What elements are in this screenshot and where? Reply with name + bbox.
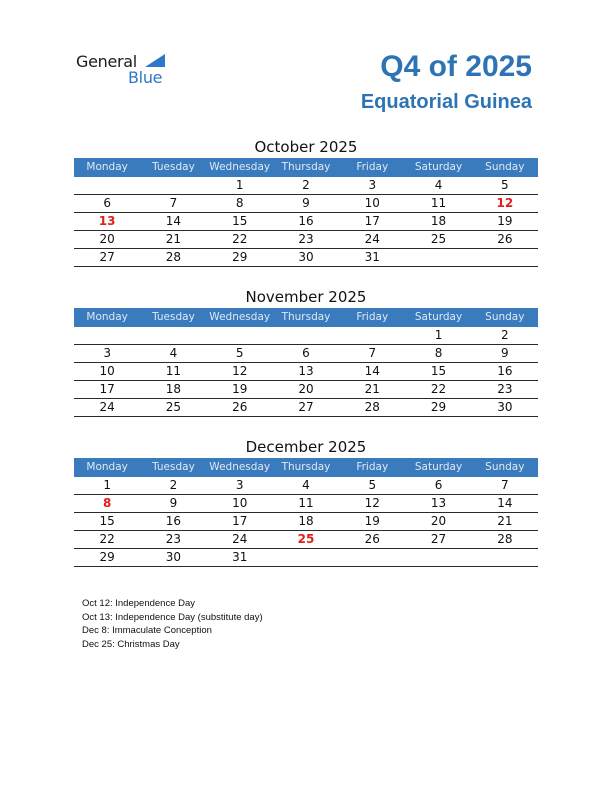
day-cell: 26 [364,532,380,546]
day-cell [74,327,140,344]
weekday-header [74,458,538,477]
day-cell: 7 [501,478,509,492]
generalblue-logo [76,52,176,88]
day-cell: 19 [232,382,248,396]
weekday-label: Saturday [414,161,463,173]
day-cell: 3 [368,178,377,192]
day-cell: 22 [99,532,115,546]
logo-word-blue: Blue [128,68,163,87]
day-cell [405,549,471,566]
day-cell: 19 [364,514,380,528]
day-cell: 17 [99,382,115,396]
day-cell [207,327,273,344]
day-cell: 15 [232,214,248,228]
weekday-label: Sunday [485,461,525,473]
day-cell: 21 [165,232,182,246]
weekday-label: Wednesday [209,461,271,473]
day-cell [472,249,538,266]
day-cell: 22 [232,232,248,246]
day-cell: 12 [496,196,514,210]
day-cell: 8 [434,346,443,360]
weekday-label: Friday [356,461,389,473]
month-title: December 2025 [245,438,367,456]
day-cell: 13 [98,214,116,228]
day-cell: 6 [103,196,111,210]
week-row [74,531,538,549]
day-cell: 12 [364,496,380,510]
weekday-label: Wednesday [209,311,271,323]
weekday-label: Saturday [414,461,463,473]
day-cell: 4 [169,346,178,360]
holiday-item: Oct 12: Independence Day [82,598,196,609]
day-cell: 27 [430,532,447,546]
day-cell: 4 [434,178,443,192]
day-cell: 29 [232,250,248,264]
weekday-label: Monday [86,461,128,473]
day-cell: 30 [165,550,182,564]
day-cell: 12 [232,364,248,378]
day-cell: 17 [232,514,248,528]
day-cell: 31 [364,250,380,264]
day-cell: 29 [430,400,447,414]
day-cell: 5 [235,346,244,360]
day-cell: 28 [364,400,380,414]
logo-flag-icon [145,54,165,67]
day-cell: 2 [302,178,310,192]
week-row [74,381,538,399]
weekday-label: Thursday [281,311,331,323]
weekday-label: Wednesday [209,161,271,173]
day-cell [472,549,538,566]
week-row [74,495,538,513]
day-cell: 6 [302,346,310,360]
month-december [74,437,538,567]
day-cell: 31 [232,550,248,564]
weekday-header [74,158,538,177]
week-row [74,249,538,267]
day-cell: 9 [169,496,178,510]
weekday-label: Saturday [414,311,463,323]
day-cell: 4 [302,478,310,492]
day-cell: 17 [364,214,380,228]
day-cell: 9 [302,196,310,210]
day-cell: 25 [297,532,315,546]
day-cell: 5 [368,478,377,492]
week-row [74,231,538,249]
day-cell: 20 [430,514,447,528]
day-cell: 10 [232,496,248,510]
day-cell: 14 [364,364,380,378]
day-cell: 10 [99,364,115,378]
day-cell: 16 [165,514,182,528]
day-cell: 18 [430,214,447,228]
weekday-label: Tuesday [152,161,195,173]
month-grid [74,327,538,417]
day-cell [273,549,339,566]
day-cell: 29 [99,550,115,564]
day-cell: 28 [165,250,182,264]
weekday-header [74,308,538,327]
day-cell: 30 [298,250,314,264]
day-cell: 23 [497,382,513,396]
logo-word-general: General [76,52,137,71]
day-cell: 5 [501,178,509,192]
month-grid [74,177,538,267]
day-cell: 20 [298,382,314,396]
day-cell: 9 [501,346,509,360]
weekday-label: Thursday [281,461,331,473]
week-row [74,195,538,213]
month-title: October 2025 [254,138,358,156]
day-cell: 15 [99,514,115,528]
weekday-label: Friday [356,161,389,173]
day-cell: 18 [165,382,182,396]
month-october [74,137,538,267]
weekday-label: Tuesday [152,311,195,323]
weekday-label: Sunday [485,311,525,323]
day-cell: 18 [298,514,314,528]
country-name: Equatorial Guinea [360,91,532,113]
day-cell: 26 [497,232,513,246]
day-cell: 21 [497,514,513,528]
day-cell: 15 [430,364,447,378]
day-cell: 8 [235,196,244,210]
week-row [74,345,538,363]
week-row [74,399,538,417]
day-cell: 20 [99,232,115,246]
day-cell: 3 [235,478,244,492]
quarter-title: Q4 of 2025 [380,50,532,83]
day-cell: 1 [434,328,443,342]
day-cell: 16 [298,214,314,228]
day-cell [74,177,140,194]
day-cell: 24 [364,232,380,246]
week-row [74,363,538,381]
day-cell: 13 [430,496,447,510]
holiday-list [82,597,263,651]
weekday-label: Friday [356,311,389,323]
day-cell: 21 [364,382,380,396]
day-cell: 23 [165,532,182,546]
weekday-label: Monday [86,161,128,173]
day-cell: 2 [169,478,178,492]
day-cell: 11 [298,496,314,510]
day-cell [140,327,206,344]
week-row [74,327,538,345]
day-cell: 28 [497,532,513,546]
week-row [74,177,538,195]
day-cell: 7 [169,196,178,210]
day-cell: 24 [99,400,115,414]
day-cell: 2 [501,328,509,342]
day-cell: 7 [368,346,377,360]
day-cell: 11 [165,364,182,378]
day-cell: 19 [497,214,513,228]
holiday-item: Dec 25: Christmas Day [82,638,180,650]
day-cell [140,177,206,194]
weekday-label: Thursday [281,161,331,173]
day-cell: 16 [497,364,513,378]
day-cell: 11 [430,196,447,210]
day-cell: 27 [298,400,314,414]
day-cell: 14 [497,496,513,510]
day-cell: 1 [235,178,244,192]
day-cell: 25 [430,232,447,246]
day-cell: 23 [298,232,314,246]
day-cell: 25 [165,400,182,414]
day-cell: 30 [497,400,513,414]
day-cell [339,327,405,344]
week-row [74,513,538,531]
day-cell: 14 [165,214,182,228]
day-cell: 3 [103,346,111,360]
day-cell: 22 [430,382,447,396]
holiday-item: Dec 8: Immaculate Conception [82,625,212,636]
weekday-label: Monday [86,311,128,323]
day-cell: 8 [102,496,112,510]
week-row [74,477,538,495]
holiday-item: Oct 13: Independence Day (substitute day) [82,611,263,623]
day-cell: 10 [364,196,380,210]
day-cell: 26 [232,400,248,414]
day-cell [405,249,471,266]
day-cell: 24 [232,532,248,546]
weekday-label: Sunday [485,161,525,173]
day-cell [339,549,405,566]
day-cell: 13 [298,364,314,378]
month-grid [74,477,538,567]
week-row [74,213,538,231]
day-cell: 1 [103,478,111,492]
day-cell: 27 [99,250,115,264]
month-november [74,287,538,417]
month-title: November 2025 [245,288,367,306]
week-row [74,549,538,567]
day-cell [273,327,339,344]
weekday-label: Tuesday [152,461,195,473]
day-cell: 6 [434,478,443,492]
